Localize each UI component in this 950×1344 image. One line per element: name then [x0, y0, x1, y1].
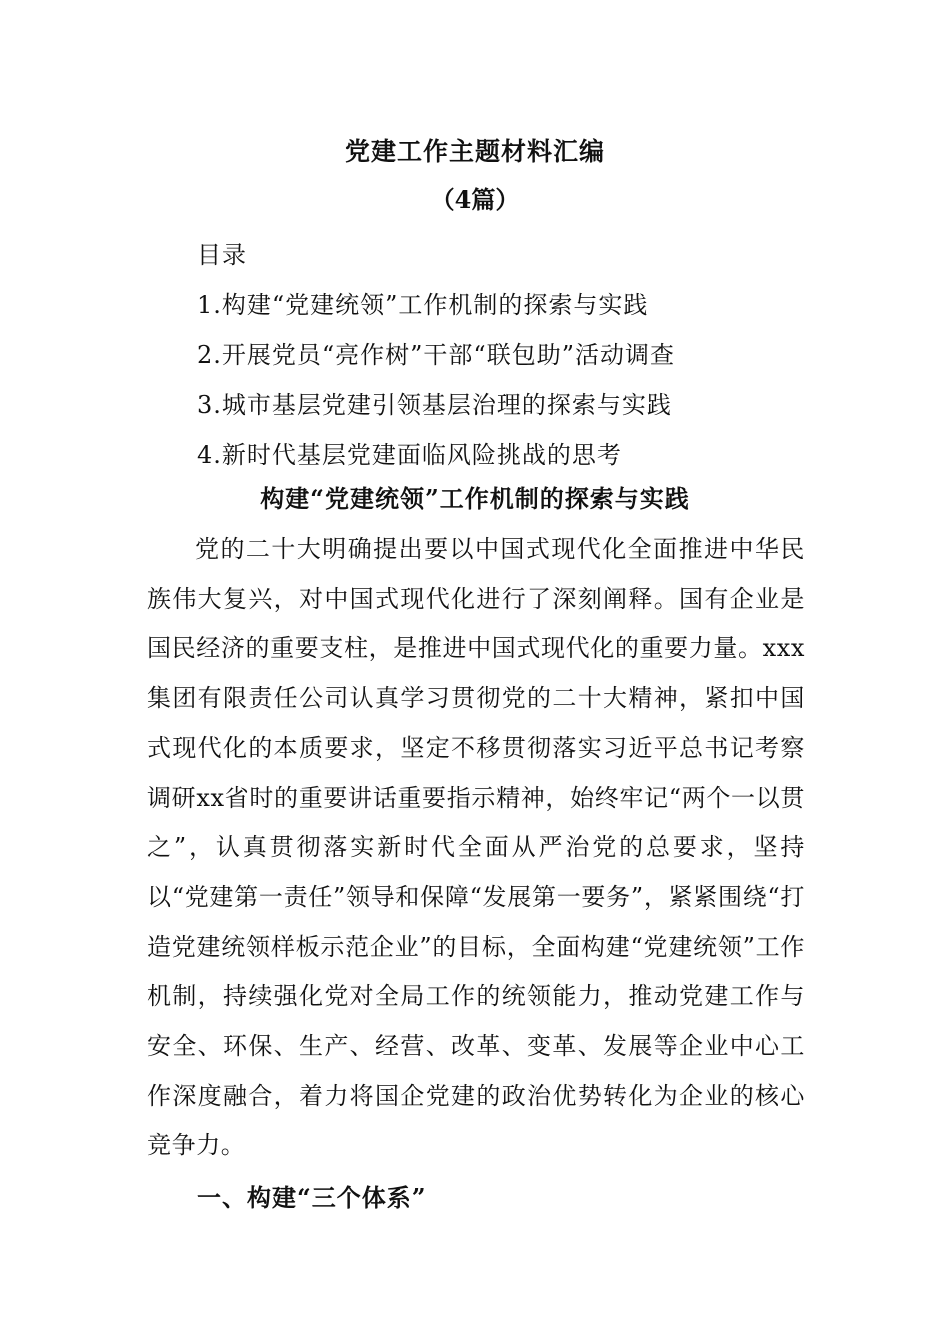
article-title: 构建“党建统领”工作机制的探索与实践 [260, 484, 690, 513]
document-title: 党建工作主题材料汇编 [344, 137, 605, 166]
article-intro-paragraph: 党的二十大明确提出要以中国式现代化全面推进中华民族伟大复兴，对中国式现代化进行了深刻阐释。国有企业是国民经济的重要支柱，是推进中国式现代化的重要力量。xxx集团有限责任公司认真学习贯彻党的二十大精神，紧扣中国式现代化的本质要求，坚定不移贯彻落实习近平总书记考察调研xx省时的重要讲话重要指示精神，始终牢记“两个一以贯之”，认真贯彻落实新时代全面从严治党的总要求，坚持以“党建第一责任”领导和保障“发展第一要务”，紧紧围绕“打造党建统领样板示范企业”的目标，全面构建“党建统领”工作机制，持续强化党对全局工作的统领能力，推动党建工作与安全、环保、生产、经营、改革、变革、发展等企业中心工作深度融合，着力将国企党建的政治优势转化为企业的核心竞争力。 [147, 535, 805, 1160]
table-of-contents [197, 230, 897, 480]
toc-item-3: 3.城市基层党建引领基层治理的探索与实践 [197, 391, 672, 419]
document-subtitle: （4篇） [430, 185, 520, 214]
section-heading-1: 一、构建“三个体系” [197, 1183, 427, 1212]
toc-heading: 目录 [197, 241, 247, 269]
toc-item-2: 2.开展党员“亮作树”干部“联包助”活动调查 [197, 341, 675, 369]
toc-item-4: 4.新时代基层党建面临风险挑战的思考 [197, 441, 622, 469]
toc-item-1: 1.构建“党建统领”工作机制的探索与实践 [197, 291, 649, 319]
